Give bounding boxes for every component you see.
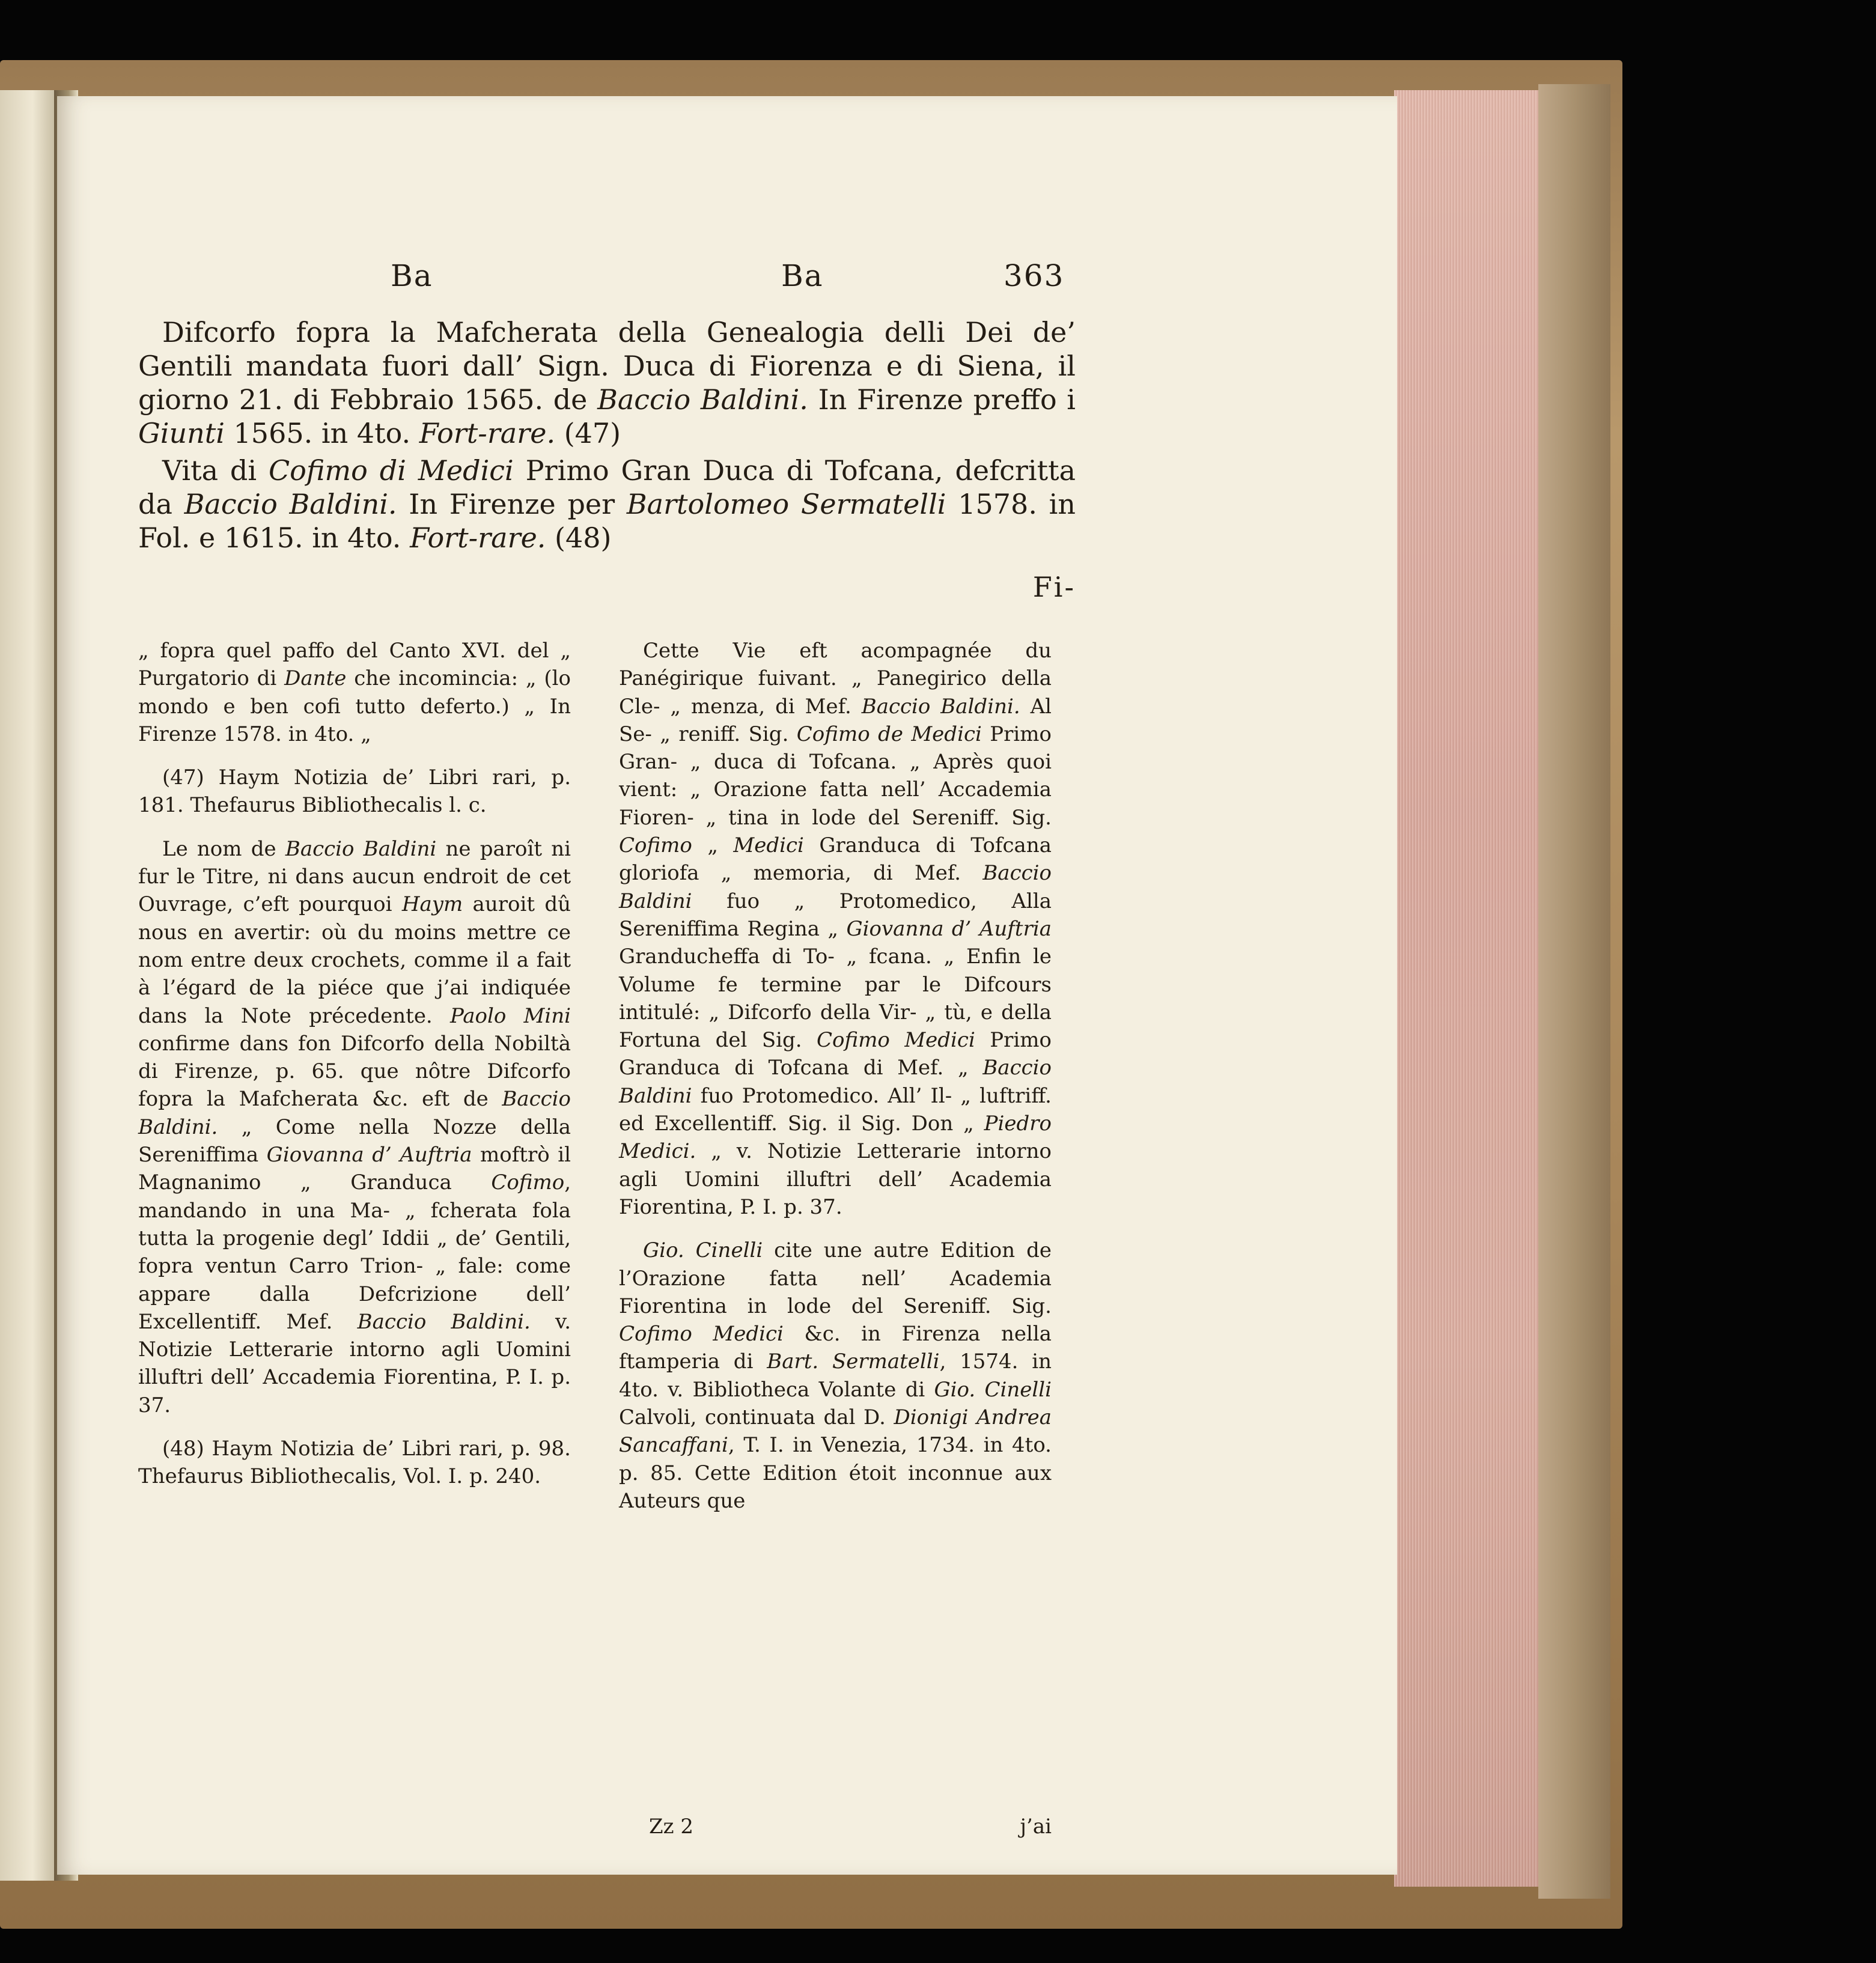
page-footer — [619, 1815, 1052, 1845]
running-head — [138, 252, 1076, 300]
panegyric-paragraph: Cette Vie eft acompagnée du Panégirique fuivant. „ Panegirico della Cle- „ menza, di Mef. Baccio Baldini. Al Se- „ reniff. Sig. Cofimo de Medici Primo Gran- „ duca di Tofcana. „ Après quoi vient: „ Orazione fatta nell’ Accademia Fioren- „ tina in lode del Sereniff. Sig. Cofimo „ Medici Granduca di Tofcana gloriofa „ memoria, di Mef. Baccio Baldini fuo „ Protomedico, Alla Sereniffima Regina „ Giovanna d’ Auftria Granducheffa di To- „ fcana. „ Enfin le Volume fe termine par le Difcours intitulé: „ Difcorfo della Vir- „ tù, e della Fortuna del Sig. Cofimo Medici Primo Granduca di Tofcana di Mef. „ Baccio Baldini fuo Protomedico. All’ Il- „ luftriff. ed Excellentiff. Sig. il Sig. Don „ Piedro Medici. „ v. Notizie Letterarie intorno agli Uomini illuftri dell’ Academia Fiorentina, P. I. p. 37. — [619, 639, 1052, 1219]
catchword-bottom: j’ai — [1020, 1815, 1052, 1839]
bibliography-entry-2: Vita di Cofimo di Medici Primo Gran Duca di Tofcana, defcritta da Baccio Baldini. In Firenze per Bartolomeo Sermatelli 1578. in Fol. e 1615. in 4to. Fort-rare. (48) — [138, 454, 1076, 554]
left-column — [138, 637, 571, 1491]
running-head-center: Ba — [781, 258, 824, 293]
right-column — [619, 637, 1052, 1515]
cinelli-paragraph: Gio. Cinelli cite une autre Edition de l’Orazione fatta nell’ Academia Fiorentina in lode del Sereniff. Sig. Cofimo Medici &c. in Firenza nella ftamperia di Bart. Sermatelli, 1574. in 4to. v. Bibliotheca Volante di Gio. Cinelli Calvoli, continuata dal D. Dionigi Andrea Sancaffani, T. I. in Venezia, 1734. in 4to. p. 85. Cette Edition étoit inconnue aux Auteurs que — [619, 1238, 1052, 1513]
footnote-48: (48) Haym Notizia de’ Libri rari, p. 98. Thefaurus Bibliothecalis, Vol. I. p. 240. — [138, 1437, 571, 1489]
page-fore-edge — [1394, 90, 1544, 1887]
page-number: 363 — [1003, 258, 1065, 293]
bibliography-entry-1: Difcorfo fopra la Mafcherata della Genealogia delli Dei de’ Gentili mandata fuori dall’ Sign. Duca di Fiorenza e di Siena, il giorno 21. di Febbraio 1565. de Baccio Baldini. In Firenze preffo i Giunti 1565. in 4to. Fort-rare. (47) — [138, 316, 1076, 449]
catchword-top: Fi- — [1032, 571, 1076, 603]
left-page-edge — [0, 90, 54, 1881]
footnote-47: (47) Haym Notizia de’ Libri rari, p. 181. Thefaurus Bibliothecalis l. c. — [138, 765, 571, 818]
running-head-left: Ba — [391, 258, 433, 293]
quote-continuation: „ fopra quel paffo del Canto XVI. del „ Purgatorio di Dante che incomincia: „ (lo mondo e ben cofi tutto deferto.) „ In Firenze 1578. in 4to. „ — [138, 639, 571, 746]
commentary-paragraph: Le nom de Baccio Baldini ne paroît ni fur le Titre, ni dans aucun endroit de cet Ouvrage, c’eft pourquoi Haym auroit dû nous en avertir: où du moins mettre ce nom entre deux crochets, comme il a fait à l’égard de la piéce que j’ai indiquée dans la Note précedente. Paolo Mini confirme dans fon Difcorfo della Nobiltà di Firenze, p. 65. que nôtre Difcorfo fopra la Mafcherata &c. eft de Baccio Baldini. „ Come nella Nozze della Sereniffima Giovanna d’ Auftria moftrò il Magnanimo „ Granduca Cofimo, mandando in una Ma- „ fcherata fola tutta la progenie degl’ Iddii „ de’ Gentili, fopra ventun Carro Trion- „ fale: come appare dalla Defcrizione dell’ Excellentiff. Mef. Baccio Baldini. v. Notizie Letterarie intorno agli Uomini illuftri dell’ Accademia Fiorentina, P. I. p. 37. — [138, 836, 571, 1417]
page-content — [138, 252, 1076, 1839]
cover-board — [1538, 84, 1610, 1899]
signature-mark: Zz 2 — [649, 1815, 693, 1839]
